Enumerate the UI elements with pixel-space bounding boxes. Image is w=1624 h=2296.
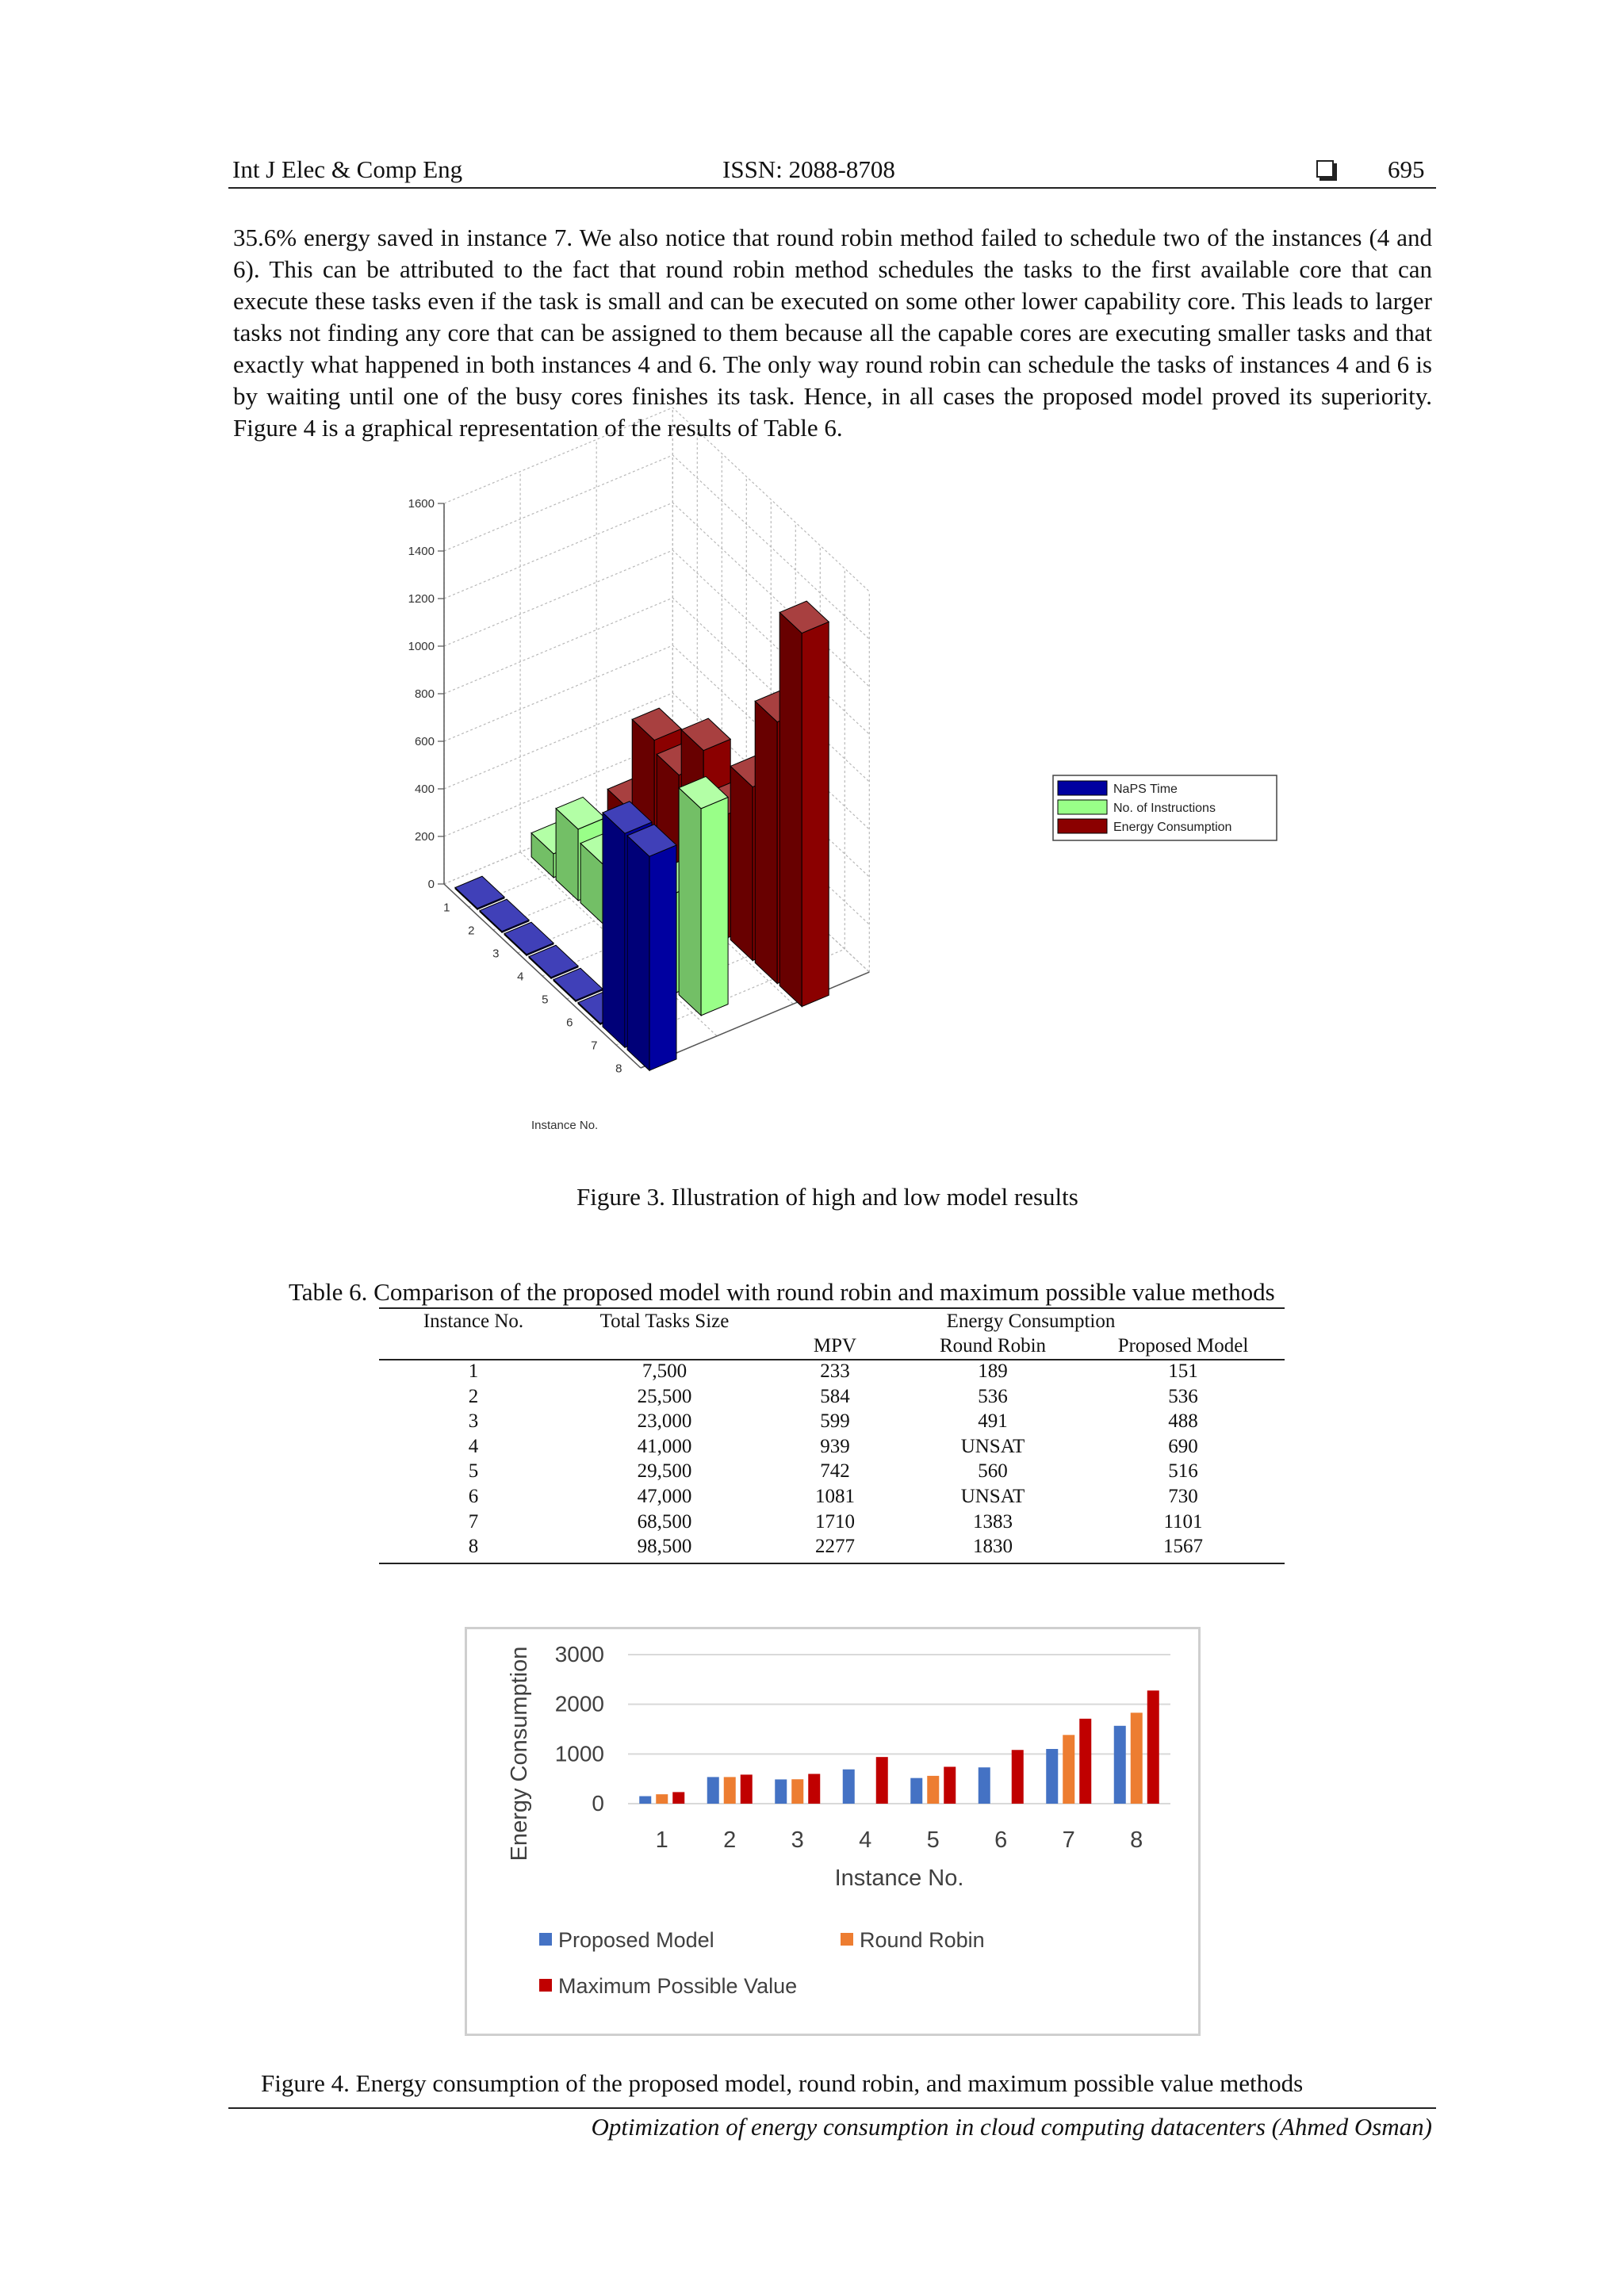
- th-mpv: MPV: [813, 1335, 857, 1357]
- bar-3d: [679, 776, 728, 1015]
- legend-swatch: [1058, 800, 1107, 814]
- td-instance: 3: [468, 1410, 479, 1433]
- figure4-bar-chart: [465, 1627, 1201, 2036]
- legend-swatch: [539, 1979, 552, 1992]
- bar-front: [802, 622, 829, 1006]
- bar: [808, 1774, 820, 1804]
- td-tasks: 7,500: [642, 1360, 688, 1382]
- legend-label: NaPS Time: [1113, 783, 1178, 796]
- x-tick-label: 7: [591, 1039, 598, 1053]
- td-tasks: 25,500: [637, 1385, 692, 1407]
- y-tick-label: 1200: [408, 592, 435, 606]
- td-mpv: 1710: [815, 1510, 855, 1533]
- legend-label: Round Robin: [860, 1928, 985, 1952]
- x-tick-label: 3: [791, 1827, 804, 1853]
- bar: [1079, 1719, 1091, 1804]
- td-mpv: 742: [820, 1460, 850, 1483]
- legend-label: Proposed Model: [558, 1928, 714, 1952]
- bar: [707, 1777, 719, 1804]
- td-instance: 4: [468, 1435, 479, 1457]
- bar-side: [779, 612, 802, 1006]
- td-mpv: 939: [820, 1435, 850, 1457]
- y-tick-label: 200: [414, 830, 435, 844]
- bar: [656, 1794, 668, 1804]
- legend-label: Energy Consumption: [1113, 821, 1232, 834]
- td-instance: 5: [468, 1460, 479, 1483]
- figure3-legend: [1053, 775, 1277, 840]
- legend-swatch: [1058, 819, 1107, 833]
- bar: [876, 1757, 888, 1804]
- td-mpv: 2277: [815, 1536, 855, 1558]
- td-round-robin: 491: [978, 1410, 1008, 1433]
- td-instance: 2: [468, 1385, 479, 1407]
- x-tick-label: 1: [655, 1827, 668, 1853]
- y-tick-label: 0: [592, 1791, 604, 1816]
- td-round-robin: 1830: [973, 1536, 1013, 1558]
- x-tick-label: 2: [468, 924, 475, 938]
- figure3-bars: [455, 601, 829, 1070]
- footer-rule: [228, 2107, 1436, 2109]
- bar: [1063, 1735, 1074, 1804]
- td-proposed: 1101: [1163, 1510, 1203, 1533]
- running-header-journal: Int J Elec & Comp Eng: [232, 155, 463, 183]
- bar: [979, 1767, 990, 1804]
- y-tick-label: 2000: [554, 1691, 604, 1716]
- td-round-robin: 1383: [973, 1510, 1013, 1533]
- legend-label: Maximum Possible Value: [558, 1974, 798, 1998]
- x-tick-label: 4: [517, 970, 524, 984]
- td-mpv: 584: [820, 1385, 850, 1407]
- bar-side: [603, 813, 625, 1047]
- td-mpv: 1081: [815, 1486, 855, 1507]
- x-axis-label: Instance No.: [834, 1866, 964, 1891]
- td-tasks: 29,500: [637, 1460, 692, 1483]
- square-bullet-icon: [1316, 160, 1334, 178]
- y-tick-label: 0: [427, 878, 435, 891]
- td-round-robin: 536: [978, 1385, 1008, 1407]
- y-tick-label: 1400: [408, 545, 435, 558]
- bar: [741, 1774, 753, 1804]
- y-tick-label: 1000: [408, 640, 435, 653]
- td-proposed: 1567: [1163, 1536, 1203, 1558]
- x-tick-label: 6: [994, 1827, 1008, 1853]
- figure3-3d-chart: [381, 497, 1316, 1158]
- body-paragraph: 35.6% energy saved in instance 7. We also notice that round robin method failed to schedule two of the instances (4 and 6). This can be attributed to the fact that round robin method schedules the tasks to the first available core that can execute these tasks even if the task is small and can be executed on some other lower capability core. This leads to larger tasks not finding any core that can be assigned to them because all the capable cores are executing smaller tasks and that exactly what happened in both instances 4 and 6. The only way round robin can schedule the tasks of instances 4 and 6 is by waiting until one of the busy cores finishes its task. Hence, in all cases the proposed model proved its superiority. Figure 4 is a graphical representation of the results of Table 6.: [233, 224, 1432, 442]
- td-tasks: 47,000: [637, 1486, 692, 1507]
- y-tick-label: 1600: [408, 497, 435, 511]
- bar: [775, 1779, 787, 1804]
- x-tick-label: 4: [859, 1827, 872, 1853]
- bar-3d: [779, 601, 829, 1006]
- td-proposed: 690: [1168, 1435, 1198, 1457]
- x-tick-label: 3: [492, 947, 500, 961]
- y-axis-label: Energy Consumption: [507, 1646, 532, 1862]
- legend-swatch: [539, 1933, 552, 1946]
- bar: [1131, 1712, 1143, 1804]
- bar: [1114, 1726, 1126, 1804]
- legend-swatch: [1058, 781, 1107, 795]
- y-tick-label: 3000: [554, 1642, 604, 1667]
- bar: [1046, 1749, 1058, 1804]
- td-proposed: 488: [1168, 1410, 1198, 1433]
- bar-side: [679, 788, 701, 1016]
- td-instance: 6: [468, 1486, 479, 1507]
- figure3-caption: Figure 3. Illustration of high and low model results: [576, 1183, 1078, 1211]
- td-tasks: 23,000: [637, 1410, 692, 1433]
- legend-swatch: [841, 1933, 853, 1946]
- bar-side: [627, 836, 649, 1070]
- x-tick-label: 7: [1062, 1827, 1075, 1853]
- bar: [672, 1792, 684, 1804]
- bar: [927, 1776, 939, 1804]
- th-instance: Instance No.: [423, 1311, 524, 1332]
- table6-caption: Table 6. Comparison of the proposed model with round robin and maximum possible value methods: [289, 1278, 1275, 1306]
- td-tasks: 68,500: [637, 1510, 692, 1533]
- x-tick-label: 6: [566, 1016, 573, 1030]
- bar-front: [701, 798, 728, 1016]
- x-axis-label: Instance No.: [531, 1119, 599, 1132]
- bar-3d: [627, 825, 676, 1070]
- th-total-tasks: Total Tasks Size: [599, 1311, 730, 1332]
- y-tick-label: 800: [414, 687, 435, 701]
- td-proposed: 516: [1168, 1460, 1198, 1483]
- table-top-rule: [379, 1307, 1285, 1309]
- bar: [791, 1779, 803, 1804]
- x-tick-label: 5: [926, 1827, 940, 1853]
- header-rule: [228, 187, 1436, 189]
- bar: [944, 1767, 956, 1804]
- td-round-robin: 189: [978, 1360, 1008, 1382]
- y-tick-label: 400: [414, 783, 435, 796]
- bar: [1147, 1690, 1159, 1804]
- figure4-caption: Figure 4. Energy consumption of the proposed model, round robin, and maximum possible value methods: [261, 2069, 1304, 2097]
- x-tick-label: 8: [615, 1062, 622, 1076]
- x-tick-label: 8: [1130, 1827, 1143, 1853]
- bar-side: [755, 701, 777, 983]
- td-proposed: 536: [1168, 1385, 1198, 1407]
- page-number: 695: [1388, 155, 1425, 183]
- td-mpv: 233: [820, 1360, 850, 1382]
- x-tick-label: 1: [443, 901, 450, 915]
- table-bottom-rule: [379, 1563, 1285, 1564]
- bar-side: [730, 766, 753, 960]
- td-tasks: 41,000: [637, 1435, 692, 1457]
- bar: [1012, 1750, 1024, 1804]
- td-mpv: 599: [820, 1410, 850, 1433]
- bar: [843, 1770, 855, 1804]
- footer-citation: Optimization of energy consumption in cloud computing datacenters (Ahmed Osman): [591, 2113, 1432, 2141]
- bar: [639, 1797, 651, 1804]
- y-tick-label: 1000: [554, 1741, 604, 1766]
- td-instance: 8: [468, 1536, 479, 1558]
- bar-front: [649, 845, 676, 1070]
- x-tick-label: 5: [542, 993, 549, 1007]
- bar: [724, 1777, 736, 1804]
- th-energy-group: Energy Consumption: [946, 1311, 1116, 1332]
- running-header-issn: ISSN: 2088-8708: [722, 155, 895, 183]
- td-round-robin: UNSAT: [960, 1435, 1025, 1457]
- td-instance: 1: [468, 1360, 479, 1382]
- td-round-robin: UNSAT: [960, 1486, 1025, 1507]
- td-tasks: 98,500: [637, 1536, 692, 1558]
- th-proposed-model: Proposed Model: [1117, 1335, 1249, 1357]
- bar: [910, 1778, 922, 1804]
- td-round-robin: 560: [978, 1460, 1008, 1483]
- th-round-robin: Round Robin: [939, 1335, 1047, 1357]
- legend-label: No. of Instructions: [1113, 802, 1216, 815]
- y-tick-label: 600: [414, 735, 435, 748]
- td-proposed: 151: [1168, 1360, 1198, 1382]
- td-proposed: 730: [1168, 1486, 1198, 1507]
- x-tick-label: 2: [723, 1827, 737, 1853]
- td-instance: 7: [468, 1510, 479, 1533]
